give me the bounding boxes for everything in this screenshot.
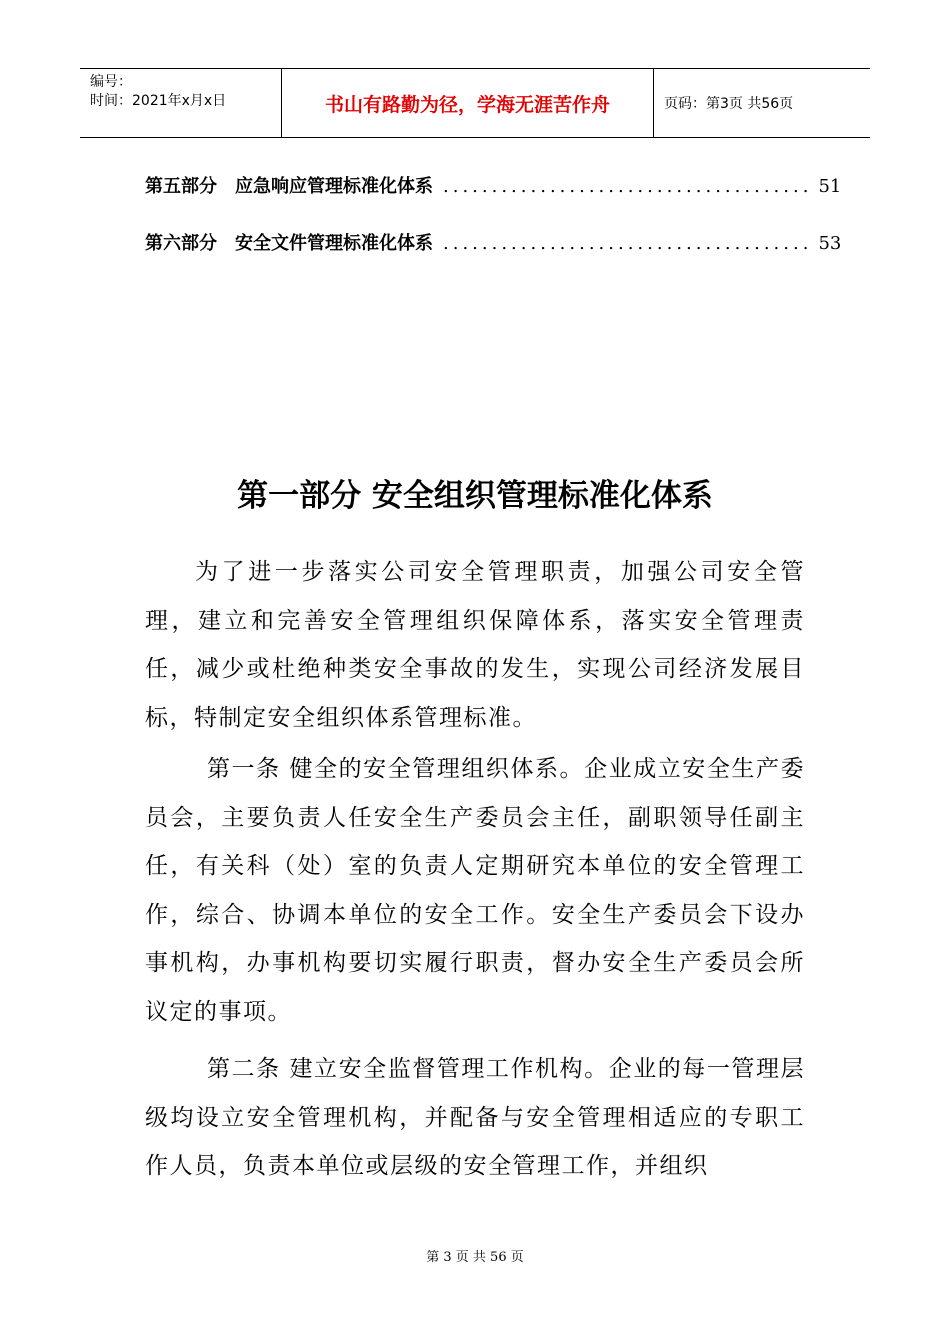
paragraph: 为了进一步落实公司安全管理职责，加强公司安全管理，建立和完善安全管理组织保障体系，落实安全管理责任，减少或杜绝种类安全事故的发生，实现公司经济发展目标，特制定安全组织体系管理标准。 bbox=[145, 559, 805, 731]
toc-entry-page: 51 bbox=[818, 176, 842, 197]
header-meta bbox=[80, 69, 282, 137]
toc-entry[interactable] bbox=[145, 172, 842, 198]
paragraph: 第二条 建立安全监督管理工作机构。企业的每一管理层级均设立安全管理机构，并配备与安全管理相适应的专职工作人员，负责本单位或层级的安全管理工作，并组织 bbox=[145, 1056, 805, 1179]
section-title: 第一部分 安全组织管理标准化体系 bbox=[237, 478, 713, 514]
toc-leader-dots: ...................................... bbox=[443, 233, 813, 254]
document-number-label: 编号： bbox=[90, 74, 132, 90]
toc-entry[interactable] bbox=[145, 229, 842, 255]
page-footer: 第 3 页 共 56 页 bbox=[426, 1250, 524, 1265]
paragraph: 第一条 健全的安全管理组织体系。企业成立安全生产委员会，主要负责人任安全生产委员会主任，副职领导任副主任，有关科（处）室的负责人定期研究本单位的安全管理工作，综合、协调本单位的安全工作。安全生产委员会下设办事机构，办事机构要切实履行职责，督办安全生产委员会所议定的事项。 bbox=[145, 756, 805, 1025]
header-page-info: 页码：第3页 共56页 bbox=[664, 96, 794, 112]
header-motto: 书山有路勤为径，学海无涯苦作舟 bbox=[282, 69, 654, 137]
toc-leader-dots: ...................................... bbox=[443, 176, 813, 197]
toc-entry-page: 53 bbox=[818, 233, 842, 254]
document-time: 时间：2021年x月x日 bbox=[90, 93, 227, 109]
toc-entry-label: 第六部分 安全文件管理标准化体系 bbox=[145, 233, 433, 254]
toc-entry-label: 第五部分 应急响应管理标准化体系 bbox=[145, 176, 433, 197]
page-header bbox=[80, 68, 870, 138]
